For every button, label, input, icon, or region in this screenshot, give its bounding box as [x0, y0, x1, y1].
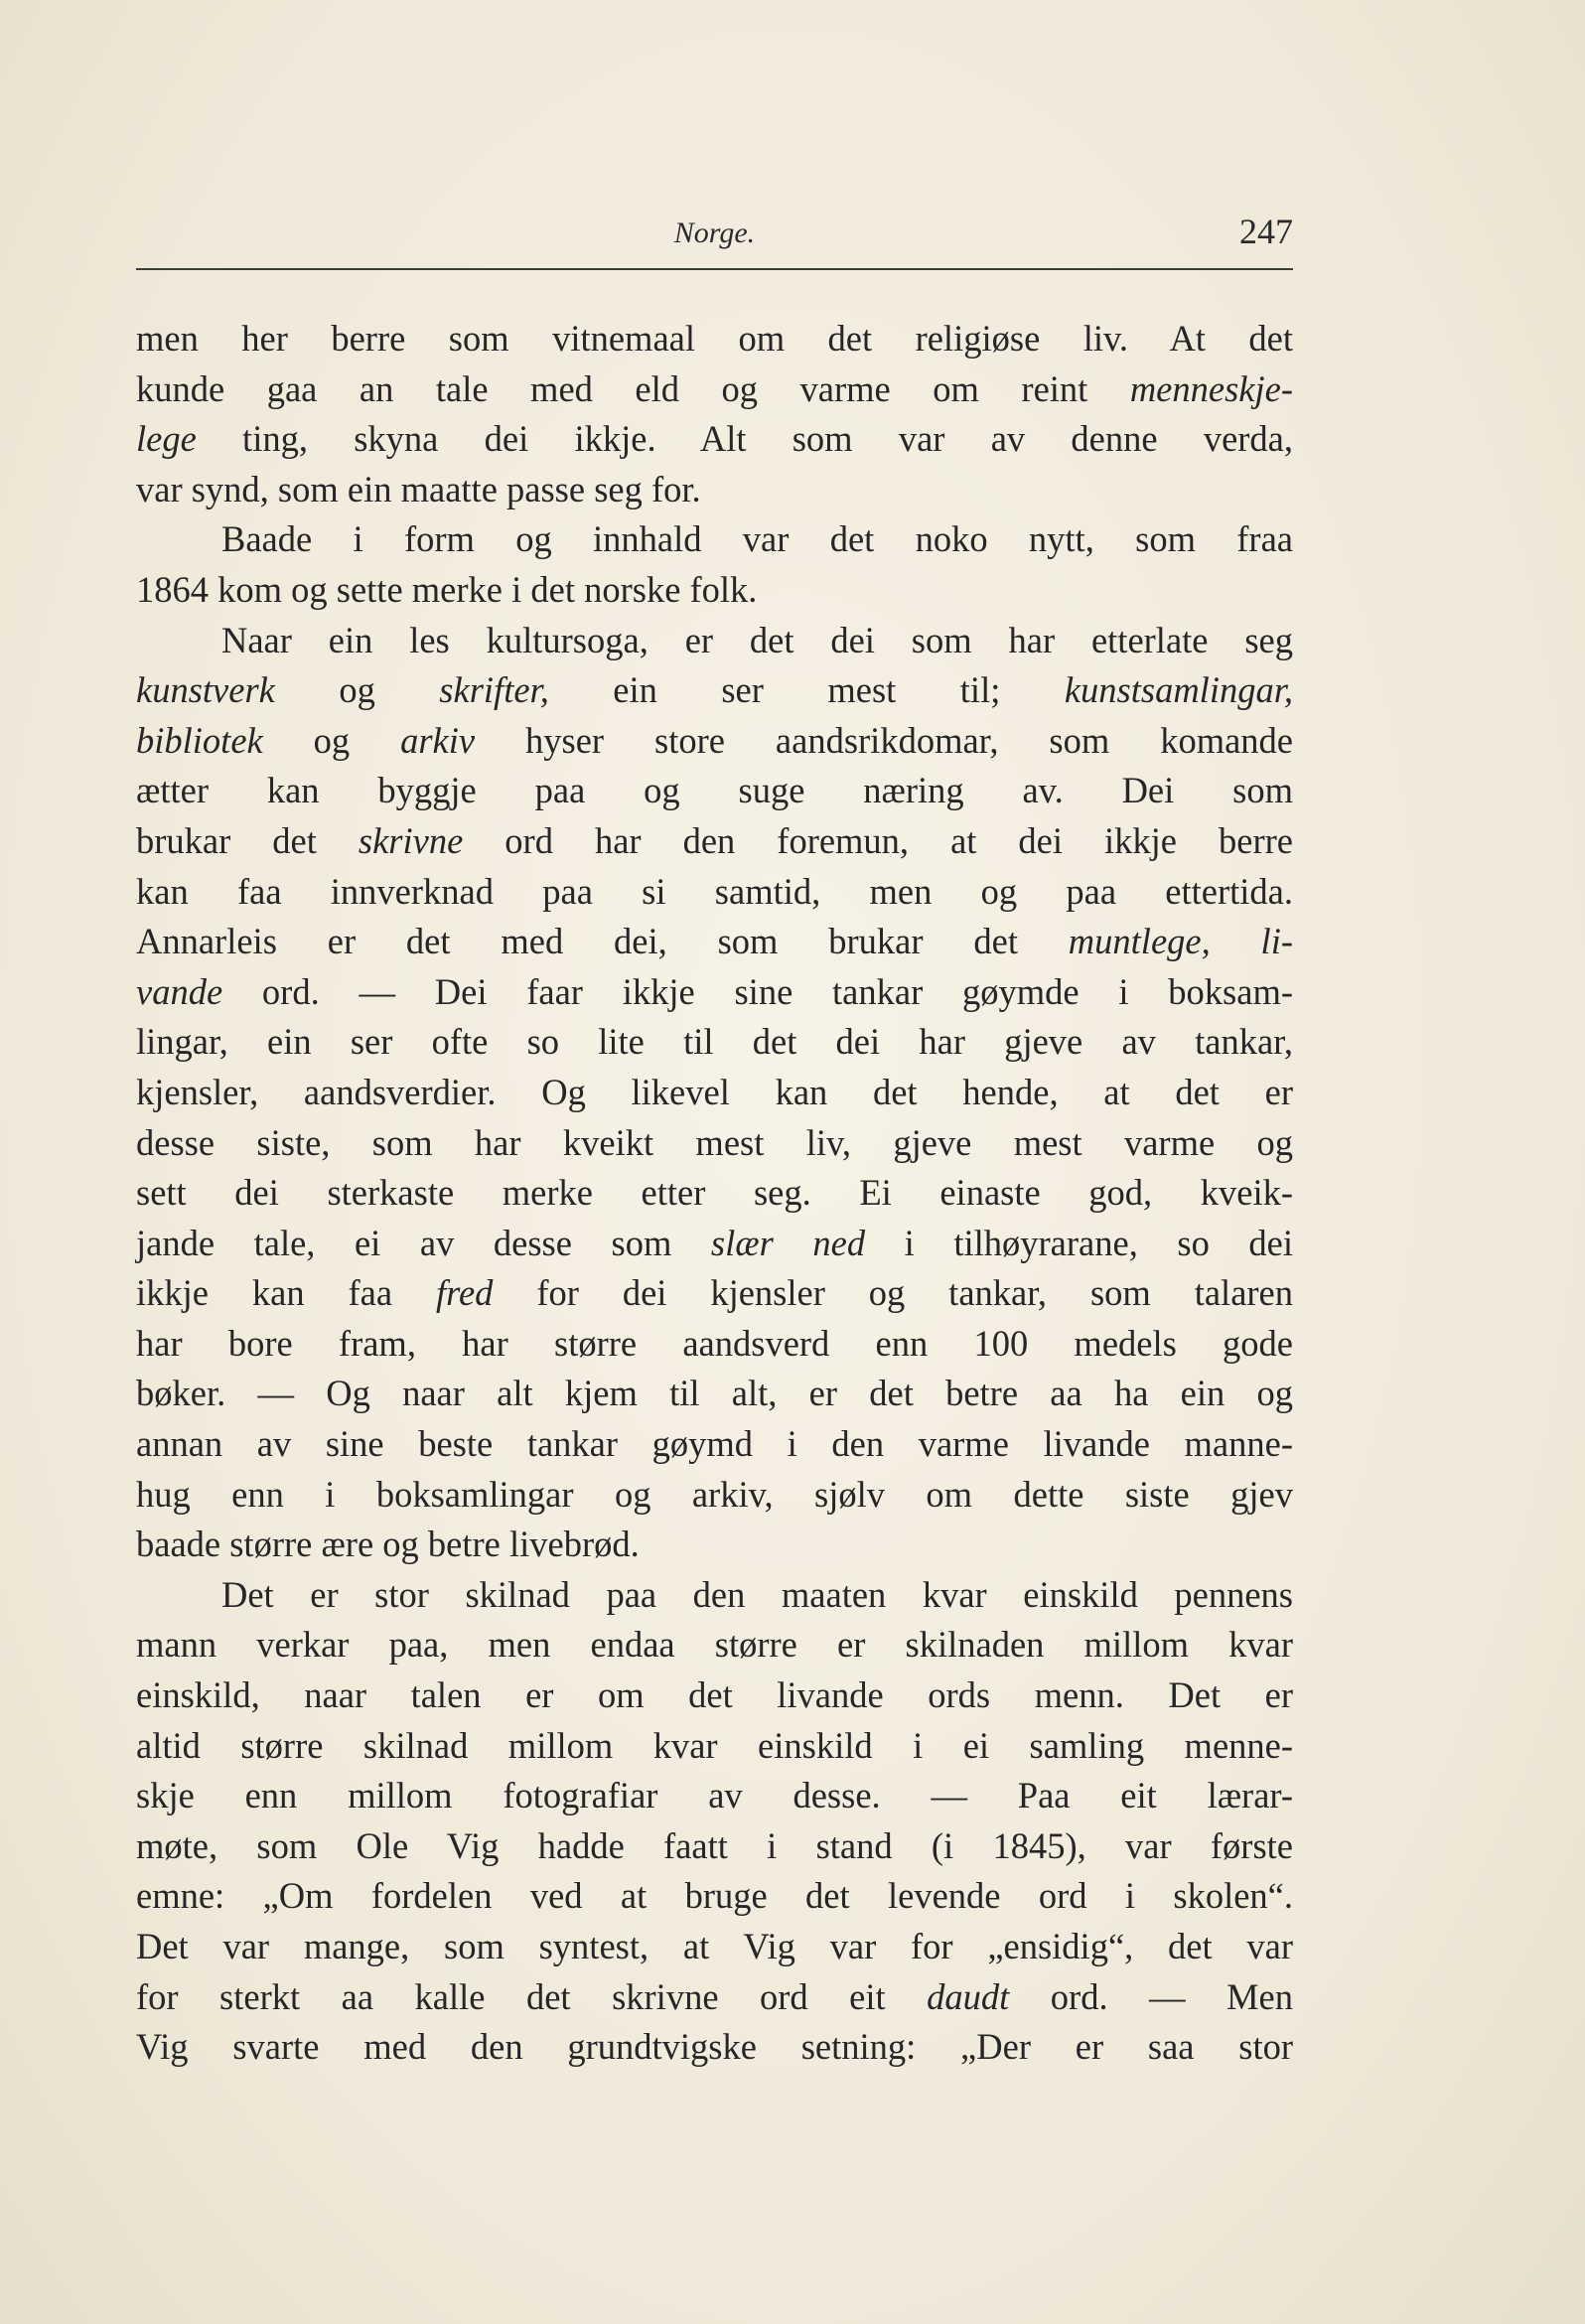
italic-text: kunstsamlingar, [1064, 669, 1293, 711]
text-segment: 1864 kom og sette merke i det norske folk. [136, 568, 758, 610]
text-segment: mann verkar paa, men endaa større er skilnaden millom kvar [136, 1624, 1293, 1666]
text-line [136, 1721, 1293, 1772]
text-segment: hyser store aandsrikdomar, som komande [475, 719, 1293, 761]
text-segment: ord. — Dei faar ikkje sine tankar gøymde i boksam- [222, 970, 1293, 1012]
text-segment: annan av sine beste tankar gøymd i den varme livande manne- [136, 1423, 1293, 1465]
text-line [136, 766, 1293, 816]
italic-text: menneskje- [1129, 367, 1293, 409]
text-line [136, 1520, 1293, 1570]
text-segment: Annarleis er det med dei, som brukar det [136, 921, 1069, 962]
text-line [136, 1570, 1293, 1621]
page-number: 247 [1239, 212, 1293, 251]
italic-text: daudt [927, 1975, 1010, 2017]
text-segment: ting, skyna dei ikkje. Alt som var av denne verda, [196, 418, 1293, 460]
text-segment: Det var mange, som syntest, at Vig var for „ensidig“, det var [136, 1926, 1293, 1966]
text-line [136, 2022, 1293, 2073]
text-segment: bøker. — Og naar alt kjem til alt, er det betre aa ha ein og [136, 1373, 1293, 1414]
italic-text: muntlege, li- [1068, 921, 1293, 962]
text-line [136, 1922, 1293, 1972]
italic-text: kunstverk [136, 669, 275, 711]
italic-text: arkiv [400, 719, 476, 761]
text-segment: har bore fram, har større aandsverd enn 100 medels gode [136, 1322, 1293, 1364]
text-segment: skje enn millom fotografiar av desse. — Paa eit lærar- [136, 1775, 1293, 1816]
italic-text: bibliotek [136, 719, 263, 761]
italic-text: slær ned [710, 1222, 866, 1263]
text-segment: var synd, som ein maatte passe seg for. [136, 468, 701, 509]
header-rule [136, 268, 1293, 270]
text-line [136, 917, 1293, 967]
text-line [136, 1017, 1293, 1068]
text-segment: kjensler, aandsverdier. Og likevel kan det hende, at det er [136, 1071, 1293, 1112]
text-segment: ikkje kan faa [136, 1272, 436, 1314]
text-line [136, 967, 1293, 1018]
text-segment: ein ser mest til; [548, 669, 1065, 711]
text-line [136, 1620, 1293, 1670]
text-segment: jande tale, ei av desse som [136, 1222, 711, 1263]
page-header [136, 211, 1293, 260]
text-line [136, 665, 1293, 716]
text-line [136, 1470, 1293, 1521]
text-segment: brukar det [136, 819, 359, 861]
text-segment: Det er stor skilnad paa den maaten kvar einskild pennens [221, 1573, 1293, 1615]
text-line [136, 1771, 1293, 1821]
text-segment: i tilhøyrarane, so dei [865, 1222, 1293, 1263]
text-segment: ord har den foremun, at dei ikkje berre [463, 819, 1293, 861]
text-segment: men her berre som vitnemaal om det religiøse liv. At det [136, 318, 1293, 359]
text-segment: ætter kan byggje paa og suge næring av. Dei som [136, 770, 1293, 811]
text-segment: kunde gaa an tale med eld og varme om reint [136, 367, 1130, 409]
text-line [136, 1268, 1293, 1319]
text-segment: Vig svarte med den grundtvigske setning: „Der er saa stor [136, 2026, 1293, 2068]
text-segment: sett dei sterkaste merke etter seg. Ei einaste god, kveik- [136, 1172, 1293, 1214]
text-segment: Baade i form og innhald var det noko nytt, som fraa [221, 518, 1293, 560]
text-line [136, 1821, 1293, 1872]
text-line [136, 1419, 1293, 1470]
text-line [136, 1972, 1293, 2023]
text-segment: kan faa innverknad paa si samtid, men og paa ettertida. [136, 870, 1293, 912]
text-segment: og [262, 719, 401, 761]
text-line [136, 867, 1293, 918]
italic-text: fred [435, 1272, 494, 1314]
text-segment: og [274, 669, 440, 711]
italic-text: skrifter, [439, 669, 549, 711]
text-line [136, 1168, 1293, 1219]
text-segment: desse siste, som har kveikt mest liv, gjeve mest varme og [136, 1121, 1293, 1163]
text-line [136, 816, 1293, 867]
text-line [136, 314, 1293, 364]
text-line [136, 565, 1293, 616]
text-line [136, 364, 1293, 415]
text-segment: for sterkt aa kalle det skrivne ord eit [136, 1975, 928, 2017]
italic-text: lege [136, 418, 197, 460]
text-segment: ord. — Men [1009, 1975, 1293, 2017]
text-line [136, 716, 1293, 767]
text-segment: for dei kjensler og tankar, som talaren [493, 1272, 1293, 1314]
text-segment: møte, som Ole Vig hadde faatt i stand (i 1845), var første [136, 1824, 1293, 1866]
text-line [136, 1319, 1293, 1370]
text-segment: hug enn i boksamlingar og arkiv, sjølv om dette siste gjev [136, 1473, 1293, 1515]
text-line [136, 465, 1293, 515]
text-line [136, 514, 1293, 565]
text-line [136, 1369, 1293, 1419]
text-segment: lingar, ein ser ofte so lite til det dei har gjeve av tankar, [136, 1021, 1293, 1063]
text-line [136, 1670, 1293, 1721]
text-segment: baade større ære og betre livebrød. [136, 1524, 640, 1565]
italic-text: vande [136, 970, 223, 1012]
text-line [136, 1219, 1293, 1269]
text-line [136, 1871, 1293, 1922]
text-segment: einskild, naar talen er om det livande ords menn. Det er [136, 1674, 1293, 1716]
text-segment: altid større skilnad millom kvar einskild i ei samling menne- [136, 1724, 1293, 1766]
text-segment: Naar ein les kultursoga, er det dei som har etterlate seg [221, 619, 1293, 660]
text-line [136, 414, 1293, 465]
running-head: Norge. [673, 217, 756, 249]
text-line [136, 1068, 1293, 1118]
text-segment: emne: „Om fordelen ved at bruge det levende ord i skolen“. [136, 1875, 1293, 1917]
text-line [136, 1118, 1293, 1169]
italic-text: skrivne [358, 819, 464, 861]
text-line [136, 616, 1293, 666]
body-text [136, 314, 1293, 2073]
